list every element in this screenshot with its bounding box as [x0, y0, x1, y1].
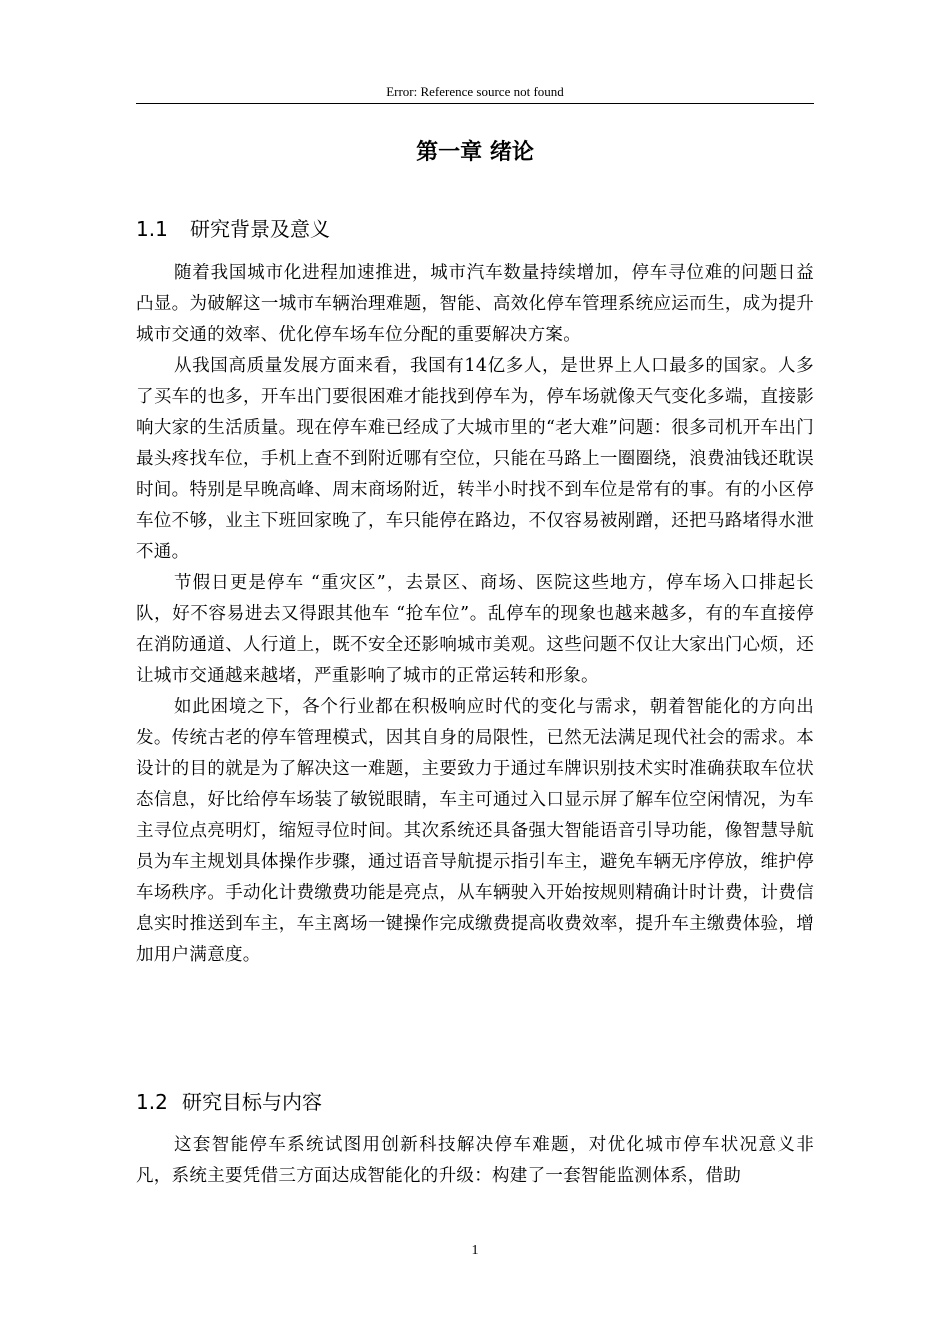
section-body-1-1 — [136, 258, 814, 971]
body-paragraph: 这套智能停车系统试图用创新科技解决停车难题，对优化城市停车状况意义非凡，系统主要凭借三方面达成智能化的升级：构建了一套智能监测体系，借助 — [136, 1135, 814, 1186]
section-heading-1-2 — [136, 1088, 814, 1116]
page-number: 1 — [471, 1243, 479, 1258]
section-title: 研究目标与内容 — [182, 1090, 322, 1114]
section-number: 1.2 — [136, 1090, 168, 1114]
body-paragraph: 如此困境之下，各个行业都在积极响应时代的变化与需求，朝着智能化的方向出发。传统古老的停车管理模式，因其自身的局限性，已然无法满足现代社会的需求。本设计的目的就是为了解决这一难题，主要致力于通过车牌识别技术实时准确获取车位状态信息，好比给停车场装了敏锐眼睛，车主可通过入口显示屏了解车位空闲情况，为车主寻位点亮明灯，缩短寻位时间。其次系统还具备强大智能语音引导功能，像智慧导航员为车主规划具体操作步骤，通过语音导航提示指引车主，避免车辆无序停放，维护停车场秩序。手动化计费缴费功能是亮点，从车辆驶入开始按规则精确计时计费，计费信息实时推送到车主，车主离场一键操作完成缴费提高收费效率，提升车主缴费体验，增加用户满意度。 — [136, 697, 814, 965]
body-paragraph: 随着我国城市化进程加速推进，城市汽车数量持续增加，停车寻位难的问题日益凸显。为破解这一城市车辆治理难题，智能、高效化停车管理系统应运而生，成为提升城市交通的效率、优化停车场车位分配的重要解决方案。 — [136, 263, 814, 345]
running-header: Error: Reference source not found — [386, 84, 564, 99]
body-paragraph: 从我国高质量发展方面来看，我国有14亿多人，是世界上人口最多的国家。人多了买车的也多，开车出门要很困难才能找到停车为，停车场就像天气变化多端，直接影响大家的生活质量。现在停车难已经成了大城市里的“老大难”问题：很多司机开车出门最头疼找车位，手机上查不到附近哪有空位，只能在马路上一圈圈绕，浪费油钱还耽误时间。特别是早晚高峰、周末商场附近，转半小时找不到车位是常有的事。有的小区停车位不够，业主下班回家晚了，车只能停在路边，不仅容易被剐蹭，还把马路堵得水泄不通。 — [136, 356, 814, 562]
header-rule — [136, 103, 814, 104]
section-heading-1-1 — [136, 215, 814, 243]
body-paragraph: 节假日更是停车 “重灾区”，去景区、商场、医院这些地方，停车场入口排起长队，好不容易进去又得跟其他车 “抢车位”。乱停车的现象也越来越多，有的车直接停在消防通道、人行道上，既不安全还影响城市美观。这些问题不仅让大家出门心烦，还让城市交通越来越堵，严重影响了城市的正常运转和形象。 — [136, 573, 814, 686]
section-title: 研究背景及意义 — [190, 217, 330, 241]
chapter-title: 第一章 绪论 — [416, 140, 534, 165]
section-body-1-2 — [136, 1130, 814, 1192]
section-number: 1.1 — [136, 217, 168, 241]
